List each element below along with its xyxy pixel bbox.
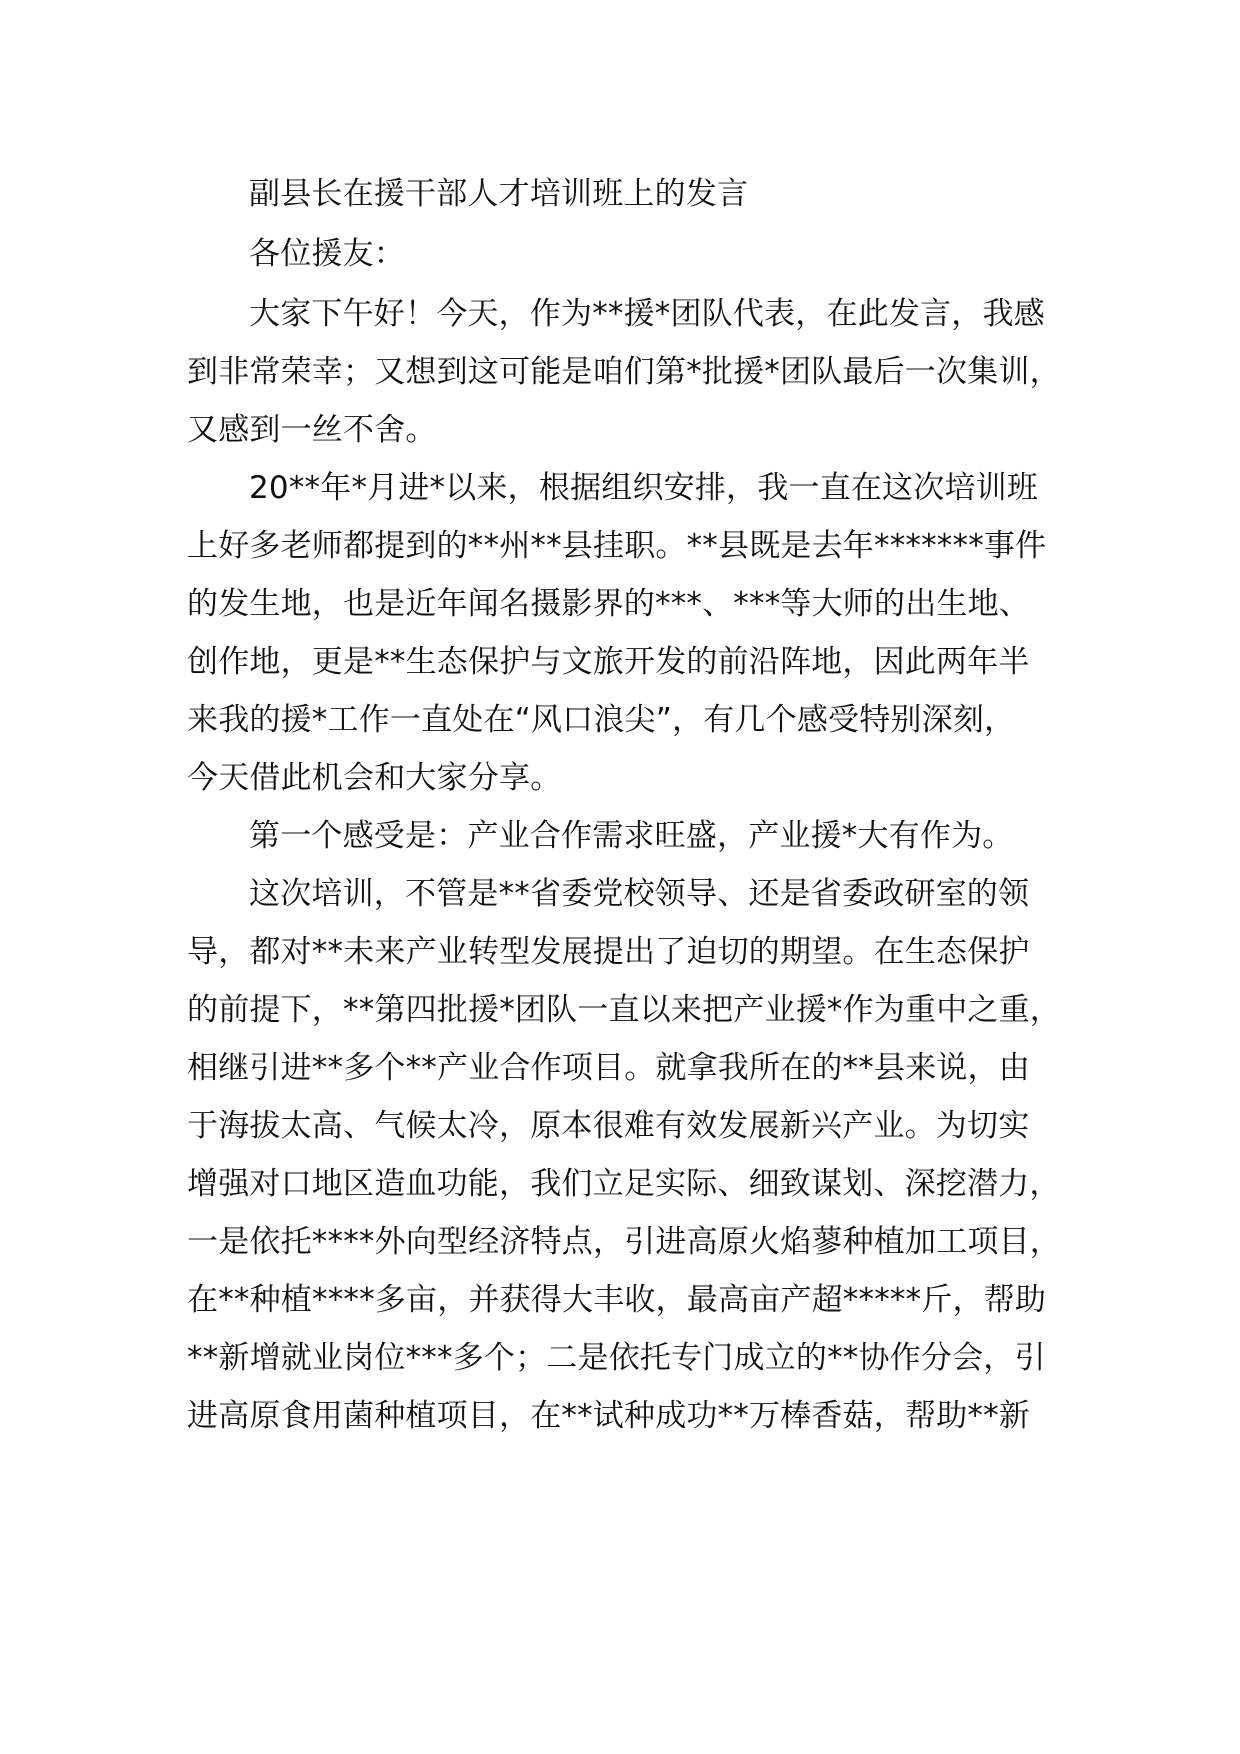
text-line: 增强对口地区造血功能，我们立足实际、细致谋划、深挖潜力，	[187, 1166, 1061, 1202]
text-line: 大家下午好！今天，作为**援*团队代表，在此发言，我感	[249, 296, 1045, 332]
text-line: 的发生地，也是近年闻名摄影界的***、***等大师的出生地、	[187, 586, 1030, 622]
text-line: 导，都对**未来产业转型发展提出了迫切的期望。在生态保护	[187, 934, 1030, 970]
text-line: 这次培训，不管是**省委党校领导、还是省委政研室的领	[249, 876, 1030, 912]
text-line: 相继引进**多个**产业合作项目。就拿我所在的**县来说，由	[187, 1050, 1030, 1086]
text-line: 来我的援*工作一直处在“风口浪尖”，有几个感受特别深刻，	[187, 702, 1016, 738]
text-line: 创作地，更是**生态保护与文旅开发的前沿阵地，因此两年半	[187, 644, 1030, 680]
text-line: 上好多老师都提到的**州**县挂职。**县既是去年*******事件	[187, 528, 1047, 564]
text-line: 在**种植****多亩，并获得大丰收，最高亩产超*****斤，帮助	[187, 1282, 1047, 1318]
text-line: 今天借此机会和大家分享。	[187, 760, 562, 796]
text-line: 20**年*月进*以来，根据组织安排，我一直在这次培训班	[249, 470, 1039, 506]
text-line: **新增就业岗位***多个；二是依托专门成立的**协作分会，引	[187, 1340, 1046, 1376]
section-heading: 第一个感受是：产业合作需求旺盛，产业援*大有作为。	[249, 818, 1014, 854]
text-line: 进高原食用菌种植项目，在**试种成功**万棒香菇，帮助**新	[187, 1398, 1030, 1434]
text-line: 一是依托****外向型经济特点，引进高原火焰蓼种植加工项目，	[187, 1224, 1061, 1260]
text-line: 的前提下，**第四批援*团队一直以来把产业援*作为重中之重，	[187, 992, 1061, 1028]
text-line: 到非常荣幸；又想到这可能是咱们第*批援*团队最后一次集训，	[187, 354, 1061, 390]
text-line: 于海拔太高、气候太冷，原本很难有效发展新兴产业。为切实	[187, 1108, 1030, 1144]
document-title: 副县长在援干部人才培训班上的发言	[249, 176, 749, 212]
text-line: 又感到一丝不舍。	[187, 412, 437, 448]
salutation: 各位援友：	[249, 236, 405, 272]
